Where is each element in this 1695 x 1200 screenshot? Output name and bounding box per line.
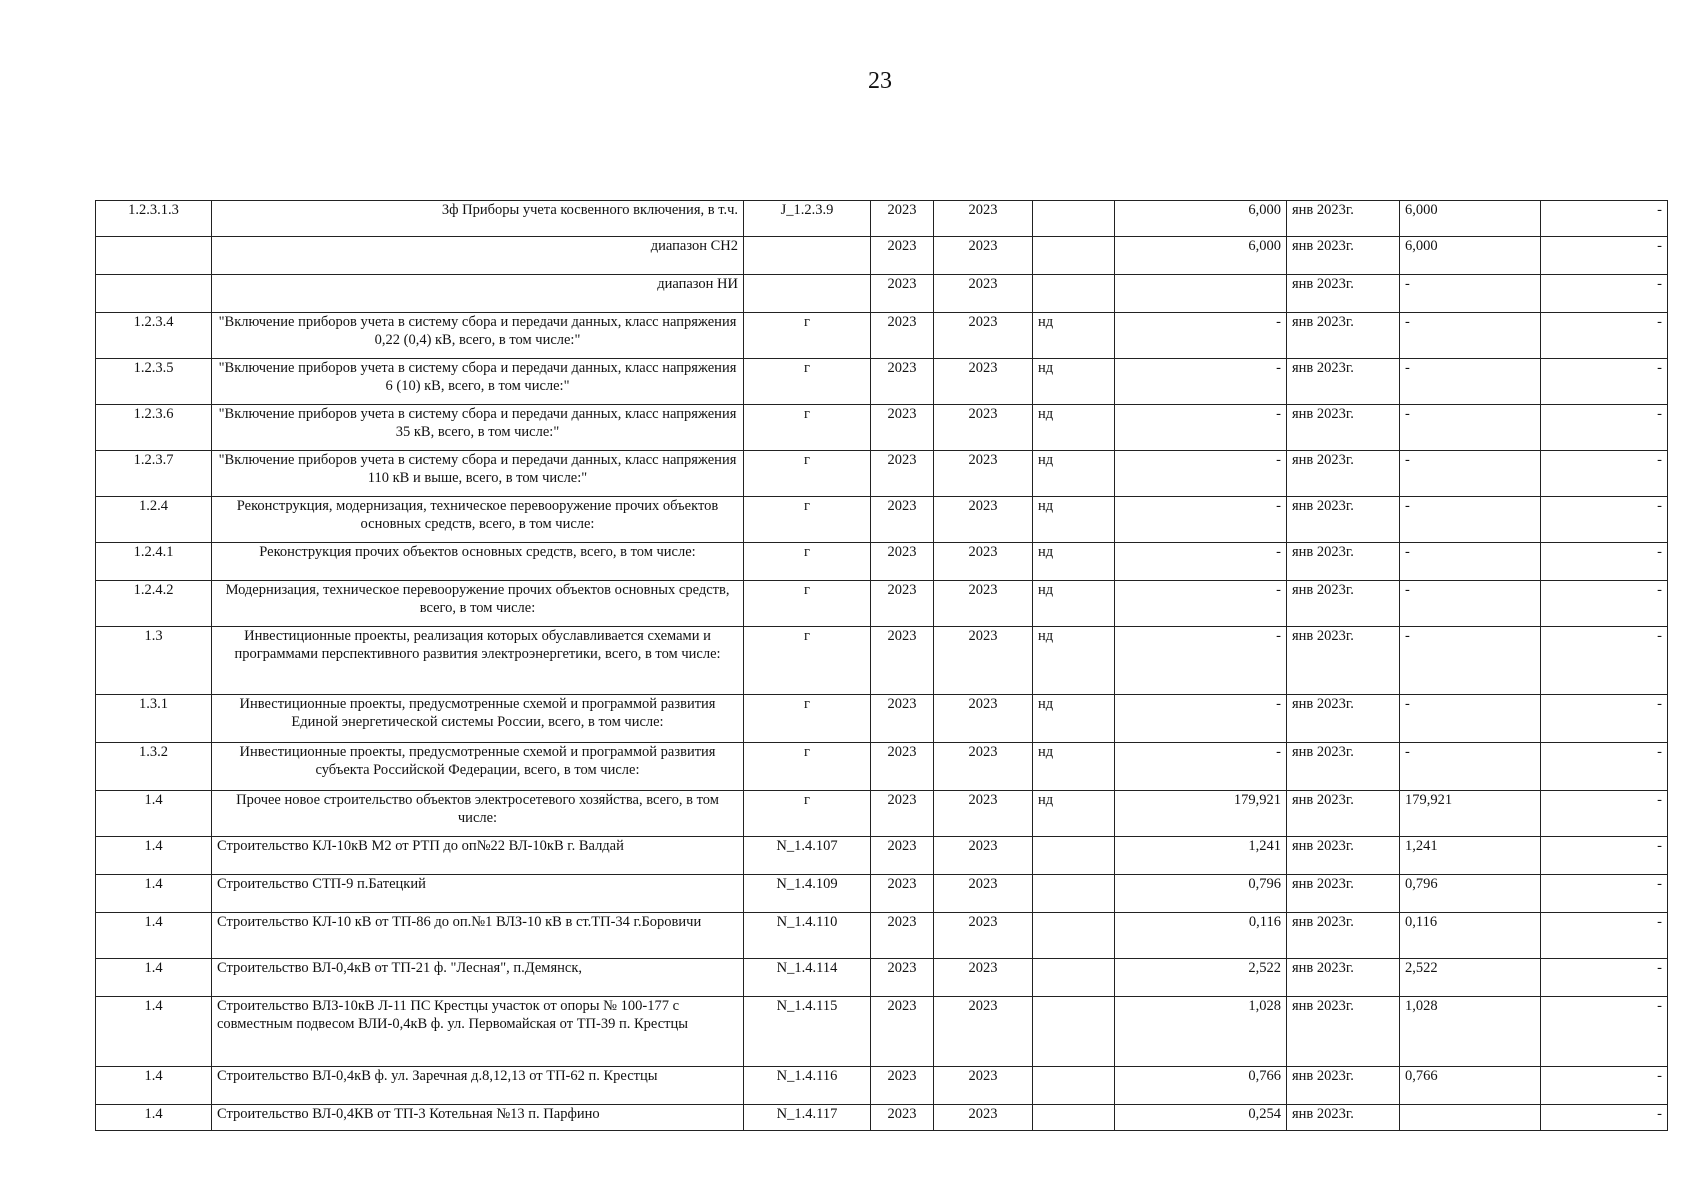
- row-date: янв 2023г.: [1287, 359, 1400, 405]
- row-code: N_1.4.116: [744, 1067, 871, 1105]
- row-date: янв 2023г.: [1287, 997, 1400, 1067]
- row-name: "Включение приборов учета в систему сбора и передачи данных, класс напряжения 0,22 (0,4) кВ, всего, в том числе:": [212, 313, 744, 359]
- table-row: [96, 837, 1668, 875]
- row-year-start: 2023: [871, 1067, 934, 1105]
- row-year-end: 2023: [934, 791, 1033, 837]
- row-number: 1.2.4.1: [96, 543, 212, 581]
- row-year-start: 2023: [871, 959, 934, 997]
- row-amount: -: [1115, 695, 1287, 743]
- row-status: нд: [1033, 497, 1115, 543]
- row-name: Инвестиционные проекты, реализация которых обуславливается схемами и программами перспективного развития электроэнергетики, всего, в том числе:: [212, 627, 744, 695]
- row-number: 1.2.3.5: [96, 359, 212, 405]
- row-status: [1033, 201, 1115, 237]
- row-code: [744, 275, 871, 313]
- table-row: [96, 359, 1668, 405]
- row-code: г: [744, 497, 871, 543]
- row-year-end: 2023: [934, 313, 1033, 359]
- row-number: 1.4: [96, 791, 212, 837]
- row-code: г: [744, 543, 871, 581]
- row-value: 179,921: [1400, 791, 1541, 837]
- row-number: 1.4: [96, 959, 212, 997]
- table-row: [96, 237, 1668, 275]
- row-amount: 1,028: [1115, 997, 1287, 1067]
- row-name: Строительство ВЛ-0,4кВ ф. ул. Заречная д.8,12,13 от ТП-62 п. Крестцы: [212, 1067, 744, 1105]
- row-name: Модернизация, техническое перевооружение прочих объектов основных средств, всего, в том числе:: [212, 581, 744, 627]
- row-year-start: 2023: [871, 313, 934, 359]
- row-year-start: 2023: [871, 837, 934, 875]
- row-status: нд: [1033, 791, 1115, 837]
- table-row: [96, 275, 1668, 313]
- row-code: J_1.2.3.9: [744, 201, 871, 237]
- row-year-start: 2023: [871, 451, 934, 497]
- row-dash: -: [1541, 695, 1668, 743]
- row-status: [1033, 875, 1115, 913]
- row-date: янв 2023г.: [1287, 875, 1400, 913]
- row-date: янв 2023г.: [1287, 275, 1400, 313]
- row-value: 1,241: [1400, 837, 1541, 875]
- row-year-start: 2023: [871, 359, 934, 405]
- table-row: [96, 201, 1668, 237]
- table-row: [96, 627, 1668, 695]
- table-row: [96, 581, 1668, 627]
- row-name: Строительство КЛ-10 кВ от ТП-86 до оп.№1 ВЛЗ-10 кВ в ст.ТП-34 г.Боровичи: [212, 913, 744, 959]
- row-code: г: [744, 313, 871, 359]
- row-code: г: [744, 451, 871, 497]
- row-dash: -: [1541, 581, 1668, 627]
- row-number: 1.2.4.2: [96, 581, 212, 627]
- row-year-end: 2023: [934, 581, 1033, 627]
- row-amount: 0,766: [1115, 1067, 1287, 1105]
- row-dash: -: [1541, 743, 1668, 791]
- row-date: янв 2023г.: [1287, 1105, 1400, 1131]
- row-name: "Включение приборов учета в систему сбора и передачи данных, класс напряжения 110 кВ и выше, всего, в том числе:": [212, 451, 744, 497]
- row-name: "Включение приборов учета в систему сбора и передачи данных, класс напряжения 6 (10) кВ, всего, в том числе:": [212, 359, 744, 405]
- row-dash: -: [1541, 627, 1668, 695]
- row-value: 1,028: [1400, 997, 1541, 1067]
- row-value: -: [1400, 627, 1541, 695]
- row-name: диапазон СН2: [212, 237, 744, 275]
- row-date: янв 2023г.: [1287, 627, 1400, 695]
- row-dash: -: [1541, 997, 1668, 1067]
- row-year-end: 2023: [934, 875, 1033, 913]
- row-year-start: 2023: [871, 913, 934, 959]
- row-value: -: [1400, 695, 1541, 743]
- row-date: янв 2023г.: [1287, 743, 1400, 791]
- row-name: Инвестиционные проекты, предусмотренные схемой и программой развития Единой энергетической системы России, всего, в том числе:: [212, 695, 744, 743]
- row-status: [1033, 1105, 1115, 1131]
- row-code: [744, 237, 871, 275]
- row-year-start: 2023: [871, 405, 934, 451]
- row-value: [1400, 1105, 1541, 1131]
- row-name: Строительство ВЛЗ-10кВ Л-11 ПС Крестцы участок от опоры № 100-177 с совместным подвесом ВЛИ-0,4кВ ф. ул. Первомайская от ТП-39 п. Крестцы: [212, 997, 744, 1067]
- table-row: [96, 997, 1668, 1067]
- row-value: 6,000: [1400, 237, 1541, 275]
- row-date: янв 2023г.: [1287, 913, 1400, 959]
- row-status: нд: [1033, 581, 1115, 627]
- row-date: янв 2023г.: [1287, 237, 1400, 275]
- row-number: 1.4: [96, 913, 212, 959]
- row-name: "Включение приборов учета в систему сбора и передачи данных, класс напряжения 35 кВ, всего, в том числе:": [212, 405, 744, 451]
- row-year-end: 2023: [934, 237, 1033, 275]
- row-year-end: 2023: [934, 743, 1033, 791]
- row-year-end: 2023: [934, 627, 1033, 695]
- row-year-end: 2023: [934, 695, 1033, 743]
- row-year-end: 2023: [934, 275, 1033, 313]
- row-year-start: 2023: [871, 627, 934, 695]
- row-value: -: [1400, 581, 1541, 627]
- row-dash: -: [1541, 201, 1668, 237]
- row-year-end: 2023: [934, 997, 1033, 1067]
- row-year-end: 2023: [934, 1105, 1033, 1131]
- row-year-end: 2023: [934, 959, 1033, 997]
- row-date: янв 2023г.: [1287, 497, 1400, 543]
- row-status: [1033, 837, 1115, 875]
- row-year-end: 2023: [934, 1067, 1033, 1105]
- row-year-start: 2023: [871, 237, 934, 275]
- row-number: 1.4: [96, 1067, 212, 1105]
- row-value: -: [1400, 451, 1541, 497]
- row-number: 1.4: [96, 837, 212, 875]
- row-code: N_1.4.115: [744, 997, 871, 1067]
- row-status: [1033, 1067, 1115, 1105]
- row-value: -: [1400, 497, 1541, 543]
- row-name: Строительство ВЛ-0,4КВ от ТП-3 Котельная №13 п. Парфино: [212, 1105, 744, 1131]
- investment-table: [95, 200, 1668, 1131]
- row-amount: 6,000: [1115, 237, 1287, 275]
- row-dash: -: [1541, 875, 1668, 913]
- row-amount: -: [1115, 359, 1287, 405]
- row-name: диапазон НИ: [212, 275, 744, 313]
- row-number: 1.2.3.4: [96, 313, 212, 359]
- table-row: [96, 1067, 1668, 1105]
- row-year-start: 2023: [871, 201, 934, 237]
- row-name: Инвестиционные проекты, предусмотренные схемой и программой развития субъекта Российской Федерации, всего, в том числе:: [212, 743, 744, 791]
- row-year-start: 2023: [871, 275, 934, 313]
- row-year-start: 2023: [871, 695, 934, 743]
- row-name: Строительство ВЛ-0,4кВ от ТП-21 ф. "Лесная", п.Демянск,: [212, 959, 744, 997]
- row-number: 1.4: [96, 997, 212, 1067]
- row-name: Реконструкция, модернизация, техническое перевооружение прочих объектов основных средств, всего, в том числе:: [212, 497, 744, 543]
- row-name: Строительство КЛ-10кВ М2 от РТП до оп№22 ВЛ-10кВ г. Валдай: [212, 837, 744, 875]
- row-year-end: 2023: [934, 543, 1033, 581]
- row-status: [1033, 997, 1115, 1067]
- row-number: 1.2.3.7: [96, 451, 212, 497]
- row-code: г: [744, 743, 871, 791]
- row-status: [1033, 913, 1115, 959]
- row-value: -: [1400, 543, 1541, 581]
- row-amount: -: [1115, 405, 1287, 451]
- row-number: 1.2.3.6: [96, 405, 212, 451]
- row-status: [1033, 275, 1115, 313]
- row-status: нд: [1033, 543, 1115, 581]
- row-value: 6,000: [1400, 201, 1541, 237]
- row-value: -: [1400, 743, 1541, 791]
- row-status: [1033, 959, 1115, 997]
- row-date: янв 2023г.: [1287, 405, 1400, 451]
- row-date: янв 2023г.: [1287, 581, 1400, 627]
- table-row: [96, 313, 1668, 359]
- row-value: 0,796: [1400, 875, 1541, 913]
- row-code: N_1.4.107: [744, 837, 871, 875]
- row-date: янв 2023г.: [1287, 543, 1400, 581]
- row-code: N_1.4.114: [744, 959, 871, 997]
- row-year-start: 2023: [871, 743, 934, 791]
- row-year-start: 2023: [871, 997, 934, 1067]
- row-value: -: [1400, 275, 1541, 313]
- row-value: -: [1400, 313, 1541, 359]
- row-amount: [1115, 275, 1287, 313]
- row-date: янв 2023г.: [1287, 451, 1400, 497]
- row-number: 1.2.4: [96, 497, 212, 543]
- table-row: [96, 875, 1668, 913]
- row-amount: -: [1115, 451, 1287, 497]
- row-status: [1033, 237, 1115, 275]
- row-number: 1.4: [96, 1105, 212, 1131]
- row-amount: -: [1115, 313, 1287, 359]
- row-amount: 1,241: [1115, 837, 1287, 875]
- table-row: [96, 1105, 1668, 1131]
- row-year-start: 2023: [871, 581, 934, 627]
- row-dash: -: [1541, 543, 1668, 581]
- row-number: [96, 237, 212, 275]
- row-amount: 0,116: [1115, 913, 1287, 959]
- row-code: N_1.4.110: [744, 913, 871, 959]
- row-year-start: 2023: [871, 497, 934, 543]
- row-status: нд: [1033, 359, 1115, 405]
- row-dash: -: [1541, 275, 1668, 313]
- row-amount: 179,921: [1115, 791, 1287, 837]
- row-year-start: 2023: [871, 1105, 934, 1131]
- row-code: г: [744, 359, 871, 405]
- row-year-end: 2023: [934, 837, 1033, 875]
- row-number: 1.4: [96, 875, 212, 913]
- row-dash: -: [1541, 497, 1668, 543]
- row-code: г: [744, 581, 871, 627]
- row-year-end: 2023: [934, 913, 1033, 959]
- table-row: [96, 451, 1668, 497]
- row-dash: -: [1541, 451, 1668, 497]
- row-amount: 2,522: [1115, 959, 1287, 997]
- row-date: янв 2023г.: [1287, 201, 1400, 237]
- row-name: 3ф Приборы учета косвенного включения, в т.ч.: [212, 201, 744, 237]
- row-dash: -: [1541, 405, 1668, 451]
- row-number: 1.3.1: [96, 695, 212, 743]
- row-dash: -: [1541, 1067, 1668, 1105]
- row-code: N_1.4.117: [744, 1105, 871, 1131]
- row-number: 1.3.2: [96, 743, 212, 791]
- row-value: -: [1400, 359, 1541, 405]
- row-amount: -: [1115, 743, 1287, 791]
- row-dash: -: [1541, 237, 1668, 275]
- table-row: [96, 543, 1668, 581]
- row-amount: -: [1115, 581, 1287, 627]
- row-dash: -: [1541, 313, 1668, 359]
- row-year-end: 2023: [934, 451, 1033, 497]
- row-date: янв 2023г.: [1287, 313, 1400, 359]
- row-amount: -: [1115, 497, 1287, 543]
- row-amount: -: [1115, 543, 1287, 581]
- row-number: [96, 275, 212, 313]
- row-status: нд: [1033, 743, 1115, 791]
- row-status: нд: [1033, 627, 1115, 695]
- table-row: [96, 497, 1668, 543]
- row-code: г: [744, 695, 871, 743]
- table-row: [96, 791, 1668, 837]
- row-year-end: 2023: [934, 359, 1033, 405]
- page-number: 23: [868, 68, 892, 94]
- row-year-end: 2023: [934, 405, 1033, 451]
- table-row: [96, 743, 1668, 791]
- row-amount: -: [1115, 627, 1287, 695]
- row-dash: -: [1541, 959, 1668, 997]
- row-value: -: [1400, 405, 1541, 451]
- row-value: 2,522: [1400, 959, 1541, 997]
- row-date: янв 2023г.: [1287, 695, 1400, 743]
- row-value: 0,766: [1400, 1067, 1541, 1105]
- row-value: 0,116: [1400, 913, 1541, 959]
- row-code: N_1.4.109: [744, 875, 871, 913]
- row-year-end: 2023: [934, 201, 1033, 237]
- row-date: янв 2023г.: [1287, 791, 1400, 837]
- row-dash: -: [1541, 913, 1668, 959]
- row-amount: 0,796: [1115, 875, 1287, 913]
- table-body: [96, 201, 1668, 1131]
- row-name: Реконструкция прочих объектов основных средств, всего, в том числе:: [212, 543, 744, 581]
- row-number: 1.2.3.1.3: [96, 201, 212, 237]
- row-status: нд: [1033, 313, 1115, 359]
- row-date: янв 2023г.: [1287, 837, 1400, 875]
- row-name: Прочее новое строительство объектов электросетевого хозяйства, всего, в том числе:: [212, 791, 744, 837]
- row-dash: -: [1541, 1105, 1668, 1131]
- row-code: г: [744, 627, 871, 695]
- row-status: нд: [1033, 405, 1115, 451]
- table-row: [96, 959, 1668, 997]
- row-dash: -: [1541, 837, 1668, 875]
- table-row: [96, 695, 1668, 743]
- row-status: нд: [1033, 451, 1115, 497]
- row-amount: 0,254: [1115, 1105, 1287, 1131]
- row-date: янв 2023г.: [1287, 959, 1400, 997]
- row-code: г: [744, 791, 871, 837]
- row-number: 1.3: [96, 627, 212, 695]
- row-code: г: [744, 405, 871, 451]
- row-year-start: 2023: [871, 791, 934, 837]
- row-year-end: 2023: [934, 497, 1033, 543]
- table-row: [96, 405, 1668, 451]
- row-year-start: 2023: [871, 543, 934, 581]
- table-row: [96, 913, 1668, 959]
- row-amount: 6,000: [1115, 201, 1287, 237]
- row-dash: -: [1541, 791, 1668, 837]
- row-status: нд: [1033, 695, 1115, 743]
- row-dash: -: [1541, 359, 1668, 405]
- row-year-start: 2023: [871, 875, 934, 913]
- row-name: Строительство СТП-9 п.Батецкий: [212, 875, 744, 913]
- row-date: янв 2023г.: [1287, 1067, 1400, 1105]
